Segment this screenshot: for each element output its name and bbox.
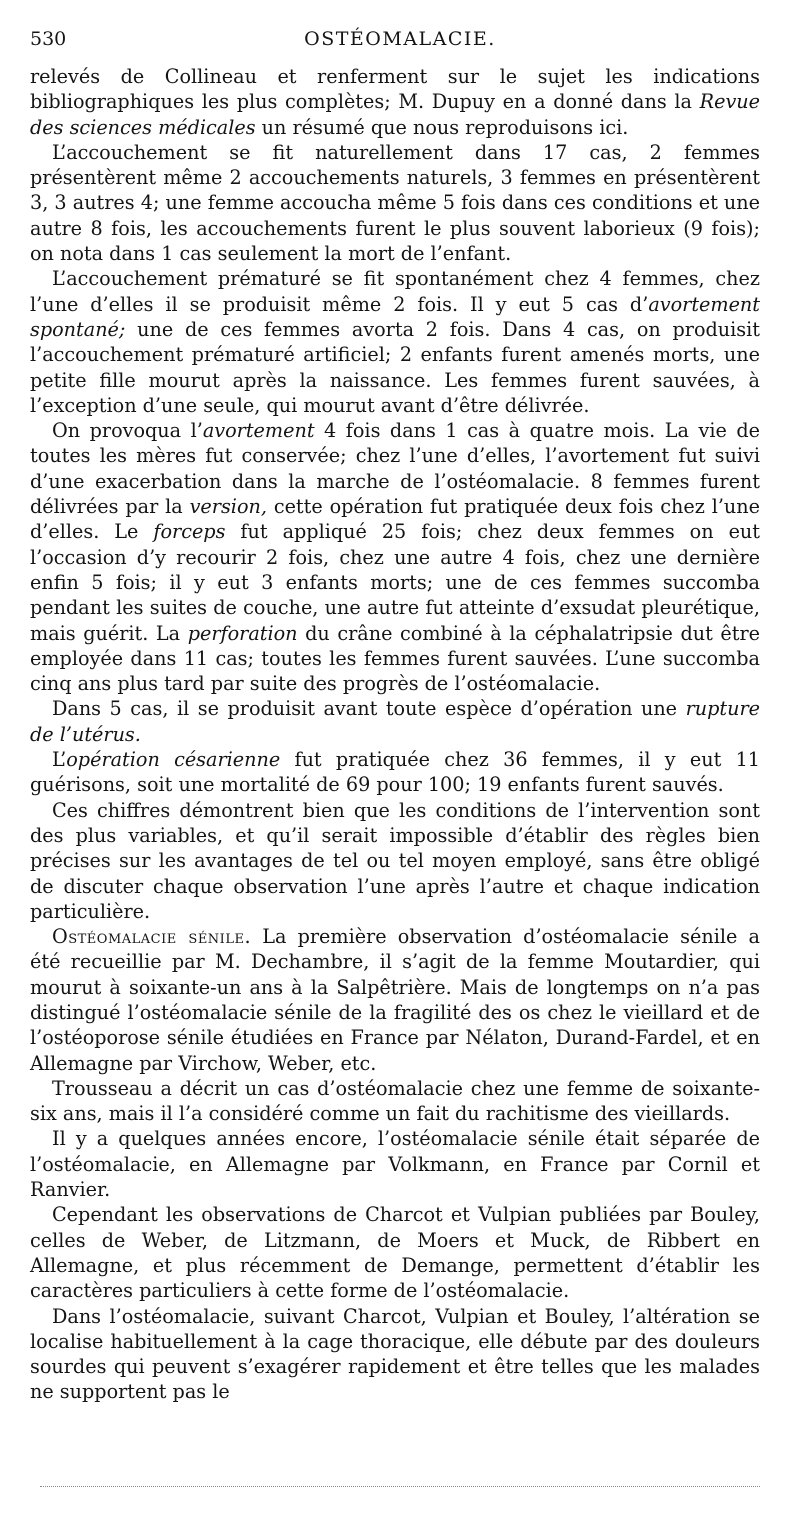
text-run: fut pratiquée chez 36 femmes, il y eut 11 guérisons, soit une mortalité de 69 pour 100; 19 enfants furent sauvés.: [30, 748, 760, 797]
text-run: L’accouchement prématuré se fit spontanément chez 4 femmes, chez l’une d’elles il se produisit même 2 fois. Il y eut 5 cas d’: [30, 267, 760, 316]
italic-term: rupture de l’utérus.: [30, 697, 760, 746]
page-number: 530: [30, 28, 67, 50]
paragraph-11: Cependant les observations de Charcot et Vulpian publiées par Bouley, celles de Weber, de Litzmann, de Moers et Muck, de Ribbert en Allemagne, et plus récemment de Demange, permettent d’établir les caractères particuliers à cette forme de l’ostéomalacie.: [30, 1203, 760, 1303]
italic-term: opération césarienne: [66, 748, 281, 772]
text-run: La première observation d’ostéomalacie sénile a été recueillie par M. Dechambre, il s’agit de la femme Moutardier, qui mourut à soixante-un ans à la Salpêtrière. Mais de longtemps on n’a pas distingué l’ostéomalacie sénile de la fragilité des os chez le vieillard et de l’ostéoporose sénile étudiées en France par Nélaton, Durand-Fardel, et en Allemagne par Virchow, Weber, etc.: [30, 925, 760, 1075]
text-run: cette opération fut pratiquée deux fois chez l’une d’elles. Le: [30, 495, 760, 544]
italic-term: avortement: [202, 419, 315, 443]
paragraph-6: [30, 747, 760, 798]
page-header: [30, 28, 770, 58]
paragraph-9: Trousseau a décrit un cas d’ostéomalacie chez une femme de soixante-six ans, mais il l’a considéré comme un fait du rachitisme des vieillards.: [30, 1076, 760, 1126]
page-body: [30, 64, 760, 1405]
paragraph-12: Dans l’ostéomalacie, suivant Charcot, Vulpian et Bouley, l’altération se localise habituellement à la cage thoracique, elle débute par des douleurs sourdes qui peuvent s’exagérer rapidement et être telles que les malades ne supportent pas le: [30, 1304, 760, 1404]
text-run: On provoqua l’: [52, 419, 203, 443]
text-run: fut appliqué 25 fois; chez deux femmes on eut l’occasion d’y recourir 2 fois, chez une autre 4 fois, chez une dernière enfin 5 fois; il y eut 3 enfants morts; une de ces femmes succomba pendant les suites de couche, une autre fut atteinte d’exsudat pleurétique, mais guérit. La: [30, 520, 760, 645]
text-run: une de ces femmes avorta 2 fois. Dans 4 cas, on produisit l’accouchement prématuré artificiel; 2 enfants furent amenés morts, une petite fille mourut après la naissance. Les femmes furent sauvées, à l’exception d’une seule, qui mourut avant d’être délivrée.: [30, 317, 760, 417]
text-run: relevés de Collineau et renferment sur le sujet les indications bibliographiques les plus complètes; M. Dupuy en a donné dans la: [30, 65, 760, 114]
paragraph-8: [30, 924, 760, 1076]
text-run: un résumé que nous reproduisons ici.: [255, 115, 629, 139]
italic-term: version,: [189, 495, 267, 519]
text-run: Dans 5 cas, il se produisit avant toute espèce d’opération une: [52, 697, 686, 721]
italic-term: forceps: [153, 520, 226, 544]
journal-title: Revue des sciences médicales: [30, 90, 760, 139]
paragraph-3: [30, 266, 760, 418]
text-run: L’: [52, 748, 67, 772]
italic-term: perforation: [187, 621, 298, 645]
paragraph-4: [30, 418, 760, 696]
section-heading: Ostéomalacie sénile.: [52, 925, 252, 949]
paragraph-10: Il y a quelques années encore, l’ostéomalacie sénile était séparée de l’ostéomalacie, en Allemagne par Volkmann, en France par Cornil et Ranvier.: [30, 1127, 760, 1202]
italic-term: avortement spontané;: [30, 292, 760, 341]
footer-dotted-rule: [40, 1486, 760, 1487]
paragraph-5: [30, 696, 760, 747]
paragraph-2: L’accouchement se fit naturellement dans 17 cas, 2 femmes présentèrent même 2 accouchements naturels, 3 femmes en présentèrent 3, 3 autres 4; une femme accoucha même 5 fois dans ces conditions et une autre 8 fois, les accouchements furent le plus souvent laborieux (9 fois); on nota dans 1 cas seulement la mort de l’enfant.: [30, 140, 760, 266]
paragraph-7: Ces chiffres démontrent bien que les conditions de l’intervention sont des plus variables, et qu’il serait impossible d’établir des règles bien précises sur les avantages de tel ou tel moyen employé, sans être obligé de discuter chaque observation l’une après l’autre et chaque indication particulière.: [30, 798, 760, 923]
running-title: OSTÉOMALACIE.: [304, 28, 496, 50]
text-run: du crâne combiné à la céphalatripsie dut être employée dans 11 cas; toutes les femmes furent sauvées. L’une succomba cinq ans plus tard par suite des progrès de l’ostéomalacie.: [30, 621, 760, 696]
paragraph-1: [30, 64, 760, 140]
text-run: 4 fois dans 1 cas à quatre mois. La vie de toutes les mères fut conservée; chez l’une d’elles, l’avortement fut suivi d’une exacerbation dans la marche de l’ostéomalacie. 8 femmes furent délivrées par la: [30, 419, 760, 519]
